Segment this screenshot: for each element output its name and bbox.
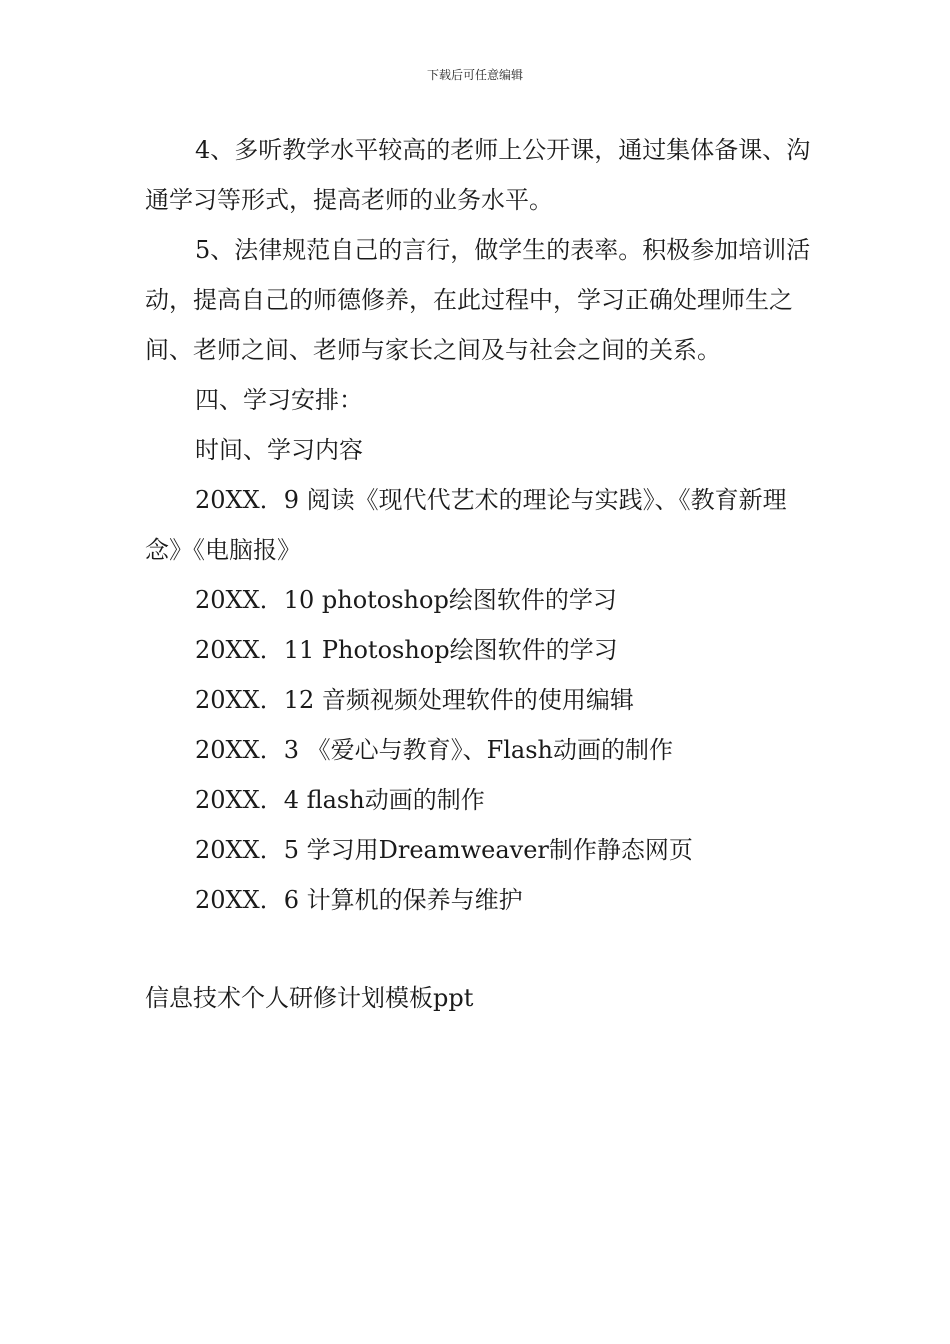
schedule-entry: 20XX．11 Photoshop绘图软件的学习 [195,636,618,664]
section-heading-schedule: 四、学习安排： [195,386,363,414]
schedule-entry: 20XX．3 《爱心与教育》、Flash动画的制作 [195,736,674,764]
schedule-entry: 20XX．6 计算机的保养与维护 [195,886,523,914]
paragraph-item-4: 4、多听教学水平较高的老师上公开课，通过集体备课、沟通学习等形式，提高老师的业务水平。 [145,136,811,214]
document-body [145,125,815,925]
schedule-entry: 20XX．12 音频视频处理软件的使用编辑 [195,686,634,714]
paragraph-item-5: 5、法律规范自己的言行，做学生的表率。积极参加培训活动，提高自己的师德修养，在此过程中，学习正确处理师生之间、老师之间、老师与家长之间及与社会之间的关系。 [145,236,811,364]
schedule-column-header: 时间、学习内容 [195,436,363,464]
document-title-footer: 信息技术个人研修计划模板ppt [145,984,474,1012]
schedule-entry: 20XX．5 学习用Dreamweaver制作静态网页 [195,836,693,864]
page-header: 下载后可任意编辑 [426,68,523,82]
schedule-entry: 20XX．9 阅读《现代代艺术的理论与实践》、《教育新理念》《电脑报》 [145,486,787,564]
schedule-entry: 20XX．4 flash动画的制作 [195,786,485,814]
schedule-entry: 20XX．10 photoshop绘图软件的学习 [195,586,617,614]
